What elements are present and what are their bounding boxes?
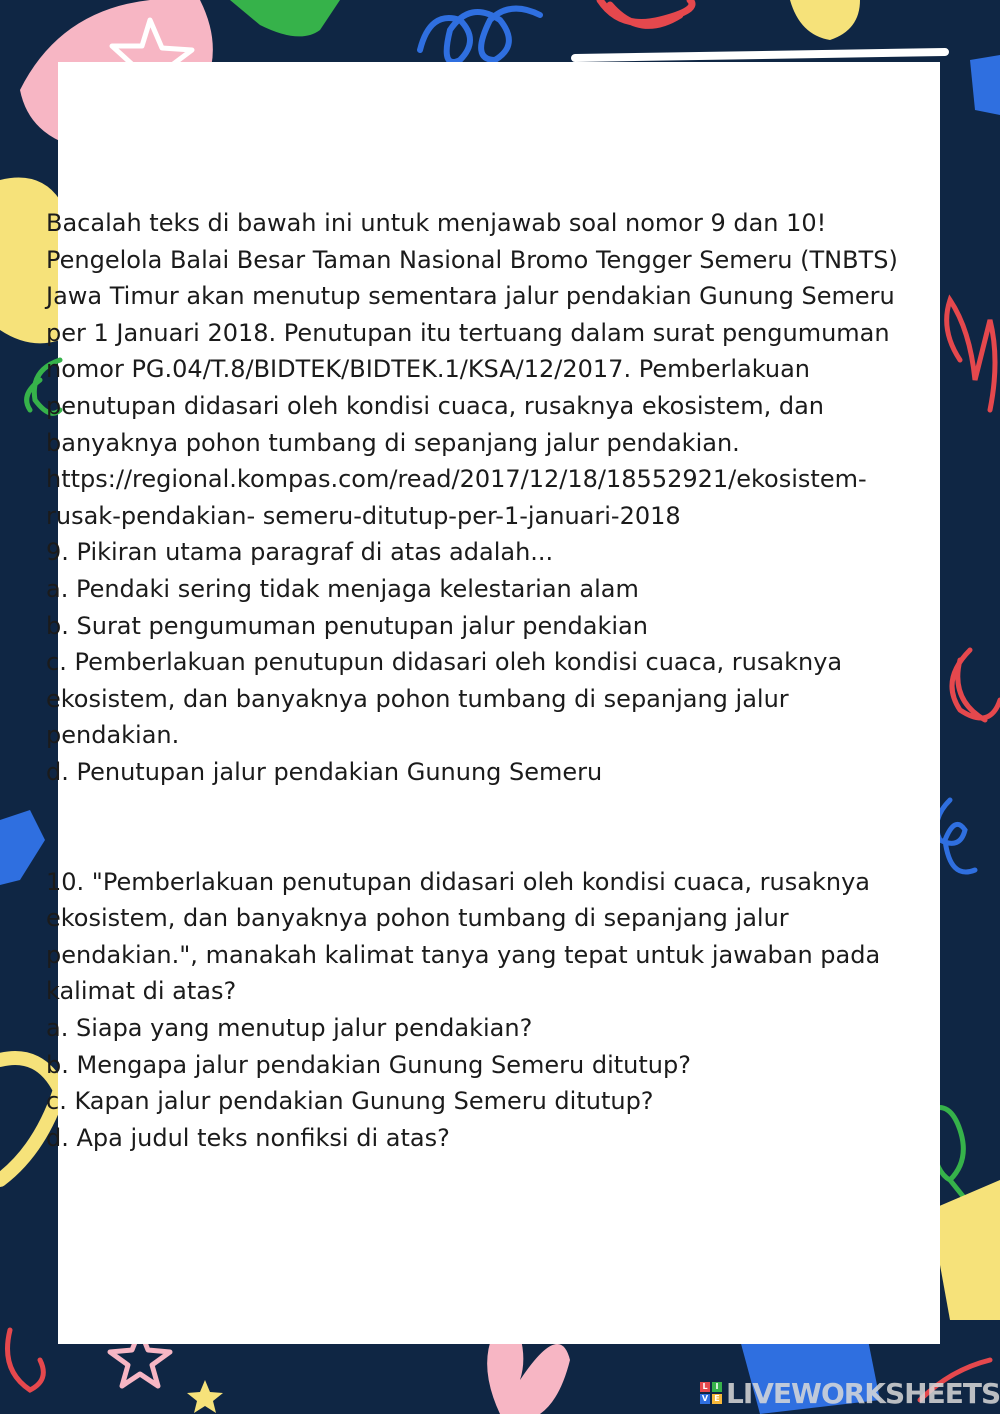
yellow-block-shape	[930, 1180, 1000, 1320]
passage-line: Jawa Timur akan menutup sementara jalur pendakian Gunung Semeru	[46, 282, 895, 311]
question-10-cont: kalimat di atas?	[46, 977, 237, 1006]
yellow-star-bottom-icon	[187, 1380, 223, 1413]
question-10-option-a: a. Siapa yang menutup jalur pendakian?	[46, 1014, 533, 1043]
passage-line: penutupan didasari oleh kondisi cuaca, rusaknya ekosistem, dan	[46, 391, 824, 420]
red-swirl-bottom-shape	[8, 1330, 44, 1390]
blank-line	[46, 827, 946, 864]
passage-line: nomor PG.04/T.8/BIDTEK/BIDTEK.1/KSA/12/2017. Pemberlakuan	[46, 355, 810, 384]
liveworksheets-logo-icon	[700, 1382, 722, 1404]
question-10-option-d: d. Apa judul teks nonfiksi di atas?	[46, 1123, 450, 1152]
source-url-line: rusak-pendakian- semeru-ditutup-per-1-januari-2018	[46, 501, 681, 530]
passage-line: Pengelola Balai Besar Taman Nasional Bromo Tengger Semeru (TNBTS)	[46, 245, 898, 274]
liveworksheets-watermark	[700, 1378, 1000, 1408]
question-9-option-d: d. Penutupan jalur pendakian Gunung Semeru	[46, 757, 603, 786]
question-9: 9. Pikiran utama paragraf di atas adalah...	[46, 538, 554, 567]
green-triangle-shape	[230, 0, 340, 36]
question-9-option-c: c. Pemberlakuan penutupun didasari oleh kondisi cuaca, rusaknya	[46, 648, 843, 677]
question-9-option-b: b. Surat pengumuman penutupan jalur pendakian	[46, 611, 648, 640]
instruction-line: Bacalah teks di bawah ini untuk menjawab soal nomor 9 dan 10!	[46, 209, 827, 237]
red-scribble-shape	[600, 0, 692, 25]
red-scribble-right-shape	[947, 300, 995, 410]
logo-letter: V	[701, 1394, 709, 1403]
passage-line: per 1 Januari 2018. Penutupan itu tertuang dalam surat pengumuman	[46, 318, 890, 347]
question-9-option-a: a. Pendaki sering tidak menjaga kelestarian alam	[46, 574, 639, 603]
blue-swirl-shape	[420, 9, 540, 62]
liveworksheets-wordmark: LIVEWORKSHEETS	[726, 1376, 1000, 1410]
question-9-option-c-cont: ekosistem, dan banyaknya pohon tumbang di sepanjang jalur	[46, 684, 789, 713]
source-url-line: https://regional.kompas.com/read/2017/12/18/18552921/ekosistem-	[46, 465, 867, 494]
question-9-option-c-cont: pendakian.	[46, 721, 180, 750]
question-10-cont: pendakian.", manakah kalimat tanya yang tepat untuk jawaban pada	[46, 940, 881, 969]
worksheet-text	[46, 205, 946, 1156]
passage-line: banyaknya pohon tumbang di sepanjang jalur pendakian.	[46, 428, 740, 457]
blue-block-shape	[0, 810, 45, 885]
logo-letter: L	[700, 1382, 710, 1392]
blank-line	[46, 791, 946, 828]
yellow-shape	[790, 0, 860, 40]
question-10-cont: ekosistem, dan banyaknya pohon tumbang di sepanjang jalur	[46, 904, 789, 933]
logo-letter: E	[712, 1394, 722, 1404]
question-10-option-b: b. Mengapa jalur pendakian Gunung Semeru ditutup?	[46, 1050, 691, 1079]
red-loop-right-shape	[952, 650, 1000, 720]
blue-shape	[970, 55, 1000, 115]
question-10-option-c: c. Kapan jalur pendakian Gunung Semeru ditutup?	[46, 1087, 654, 1116]
logo-letter: I	[712, 1382, 722, 1392]
question-10: 10. "Pemberlakuan penutupan didasari oleh kondisi cuaca, rusaknya	[46, 867, 870, 896]
